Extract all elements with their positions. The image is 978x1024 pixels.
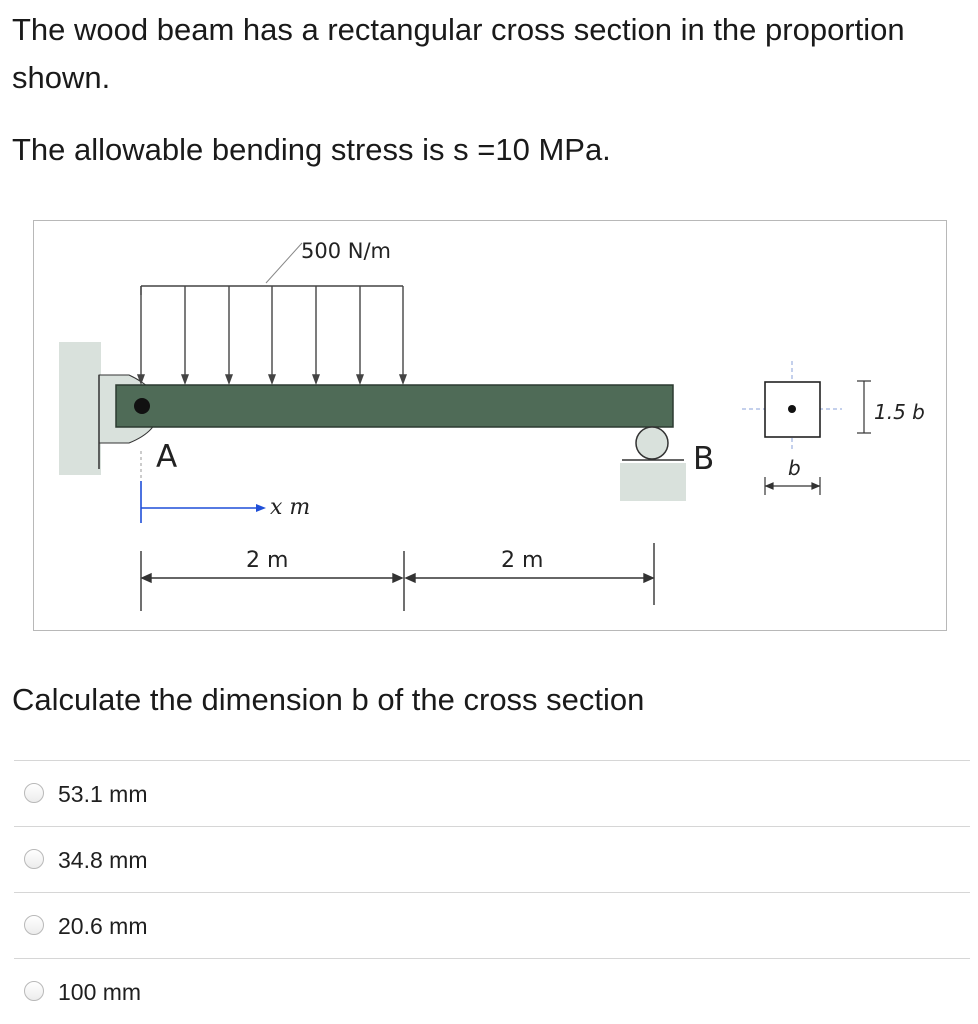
radio-button[interactable] <box>24 783 44 803</box>
radio-button[interactable] <box>24 915 44 935</box>
answer-option-2[interactable] <box>14 826 970 892</box>
load-leader-line <box>266 243 302 283</box>
radio-button[interactable] <box>24 849 44 869</box>
span-left-label: 2 m <box>246 548 289 573</box>
answer-label: 34.8 mm <box>58 847 148 873</box>
answer-label: 20.6 mm <box>58 913 148 939</box>
support-b-label: B <box>693 441 715 477</box>
question-text: Calculate the dimension b of the cross section <box>12 682 645 717</box>
wall-support <box>59 342 101 475</box>
section-height-dimension <box>857 381 871 433</box>
section-height-label: 1.5 b <box>874 400 925 424</box>
allowable-stress-text: The allowable bending stress is s =10 MPa. <box>12 132 611 167</box>
section-width-label: b <box>788 456 801 480</box>
problem-intro: The wood beam has a rectangular cross section in the proportion shown. <box>12 12 905 95</box>
pin-a <box>134 398 150 414</box>
x-label: x m <box>270 495 311 520</box>
load-label: 500 N/m <box>301 239 391 263</box>
span-dimension <box>141 543 654 611</box>
answer-option-1[interactable] <box>14 760 970 826</box>
roller-base <box>620 463 686 501</box>
answer-option-3[interactable] <box>14 892 970 958</box>
answer-label: 53.1 mm <box>58 781 148 807</box>
beam <box>116 385 673 427</box>
distributed-load <box>138 286 406 383</box>
beam-diagram <box>33 220 947 631</box>
answer-options <box>14 760 970 1024</box>
answer-option-4[interactable] <box>14 958 970 1024</box>
beam-diagram-svg <box>34 221 948 632</box>
answer-label: 100 mm <box>58 979 142 1005</box>
radio-button[interactable] <box>24 981 44 1001</box>
support-a-label: A <box>156 439 178 475</box>
cross-section <box>742 361 842 451</box>
span-right-label: 2 m <box>501 548 544 573</box>
roller-b <box>636 427 668 459</box>
